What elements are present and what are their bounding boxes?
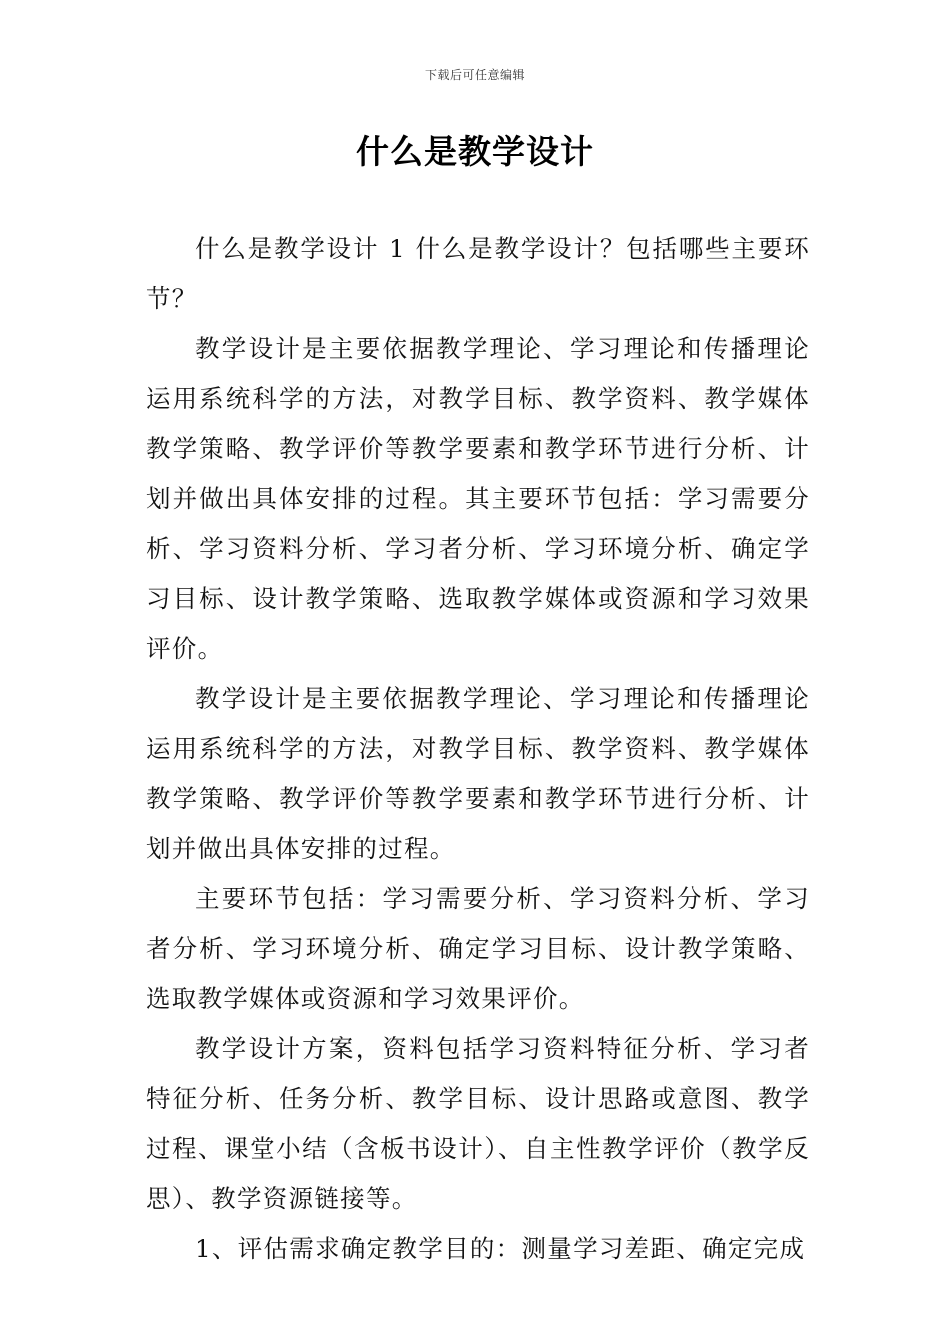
paragraph-step-one: 1、评估需求确定教学目的：测量学习差距、确定完成 <box>195 1234 806 1263</box>
header-note: 下载后可任意编辑 <box>424 68 525 82</box>
paragraph-definition: 教学设计是主要依据教学理论、学习理论和传播理论运用系统科学的方法，对教学目标、教学资料、教学媒体教学策略、教学评价等教学要素和教学环节进行分析、计划并做出具体安排的过程。其主要环节包括：学习需要分析、学习资料分析、学习者分析、学习环境分析、确定学习目标、设计教学策略、选取教学媒体或资源和学习效果评价。 <box>146 334 810 663</box>
paragraph-intro: 什么是教学设计 1 什么是教学设计？包括哪些主要环节？ <box>146 234 810 313</box>
paragraph-main-steps: 主要环节包括：学习需要分析、学习资料分析、学习者分析、学习环境分析、确定学习目标、设计教学策略、选取教学媒体或资源和学习效果评价。 <box>146 884 810 1013</box>
paragraph-definition-repeat: 教学设计是主要依据教学理论、学习理论和传播理论运用系统科学的方法，对教学目标、教学资料、教学媒体教学策略、教学评价等教学要素和教学环节进行分析、计划并做出具体安排的过程。 <box>146 684 810 863</box>
document-title: 什么是教学设计 <box>356 132 594 171</box>
document-body <box>146 224 810 1274</box>
paragraph-design-plan: 教学设计方案，资料包括学习资料特征分析、学习者特征分析、任务分析、教学目标、设计思路或意图、教学过程、课堂小结（含板书设计）、自主性教学评价（教学反思）、教学资源链接等。 <box>146 1034 810 1213</box>
